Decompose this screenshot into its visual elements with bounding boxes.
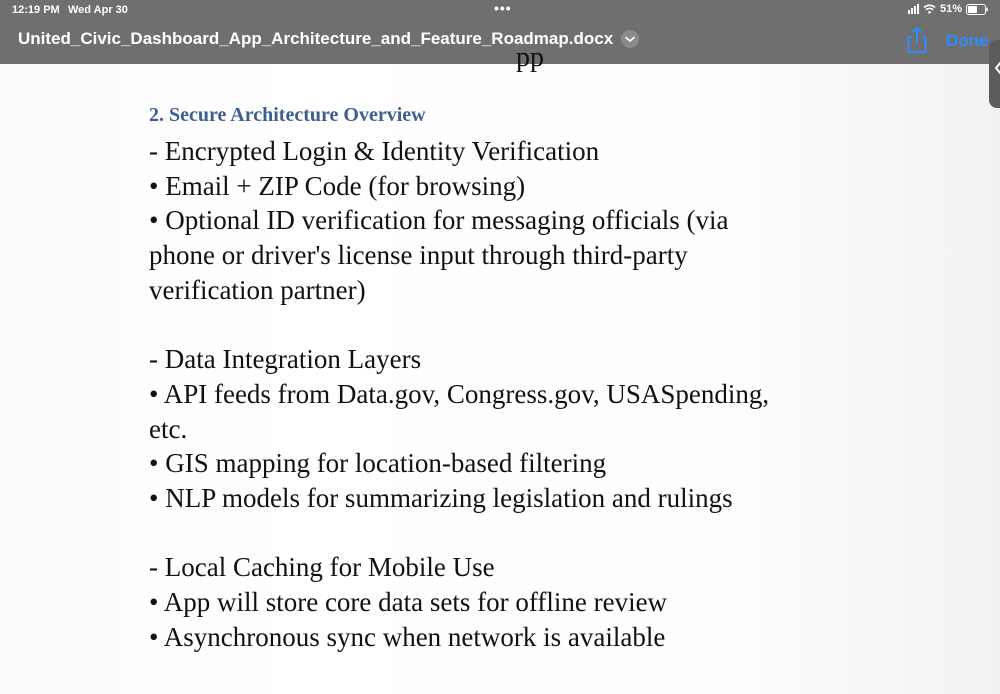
status-bar xyxy=(0,0,1000,20)
bullet-line: • NLP models for summarizing legislation and rulings xyxy=(149,483,733,514)
chevron-down-icon[interactable] xyxy=(621,30,639,48)
bullet-line: • Email + ZIP Code (for browsing) xyxy=(149,170,526,201)
share-icon[interactable] xyxy=(904,26,930,54)
bullet-line: • API feeds from Data.gov, Congress.gov, USASpending, xyxy=(149,378,770,409)
document-page[interactable] xyxy=(0,42,1000,694)
wifi-icon xyxy=(923,4,936,14)
section-heading: 2. Secure Architecture Overview xyxy=(149,104,426,126)
text-line: etc. xyxy=(149,413,188,444)
done-button[interactable]: Done xyxy=(946,31,989,50)
status-time: 12:19 PM xyxy=(12,4,60,16)
text-line: verification partner) xyxy=(149,274,366,305)
text-line: phone or driver's license input through third-party xyxy=(149,240,688,271)
section-body xyxy=(149,134,859,655)
battery-icon xyxy=(966,4,988,15)
paragraph-spacer xyxy=(149,308,859,343)
battery-percent: 51% xyxy=(939,3,962,15)
document-title: United_Civic_Dashboard_App_Architecture_and_Feature_Roadmap.docx xyxy=(18,29,614,48)
chevron-left-icon[interactable] xyxy=(993,60,1000,76)
multitask-dots-icon[interactable]: ••• xyxy=(494,0,512,16)
status-date: Wed Apr 30 xyxy=(68,4,128,16)
document-title-button[interactable] xyxy=(18,29,639,49)
status-indicators xyxy=(908,3,988,15)
text-line: - Encrypted Login & Identity Verification xyxy=(149,136,600,166)
text-line: - Local Caching for Mobile Use xyxy=(149,552,495,583)
bullet-line: • Optional ID verification for messaging officials (via xyxy=(149,205,729,236)
cut-off-text: pp xyxy=(516,42,544,73)
bullet-line: • GIS mapping for location-based filtering xyxy=(149,448,607,479)
cellular-signal-icon xyxy=(908,4,919,14)
top-toolbar xyxy=(0,0,1000,64)
bullet-line: • Asynchronous sync when network is available xyxy=(149,621,666,652)
bullet-line: • App will store core data sets for offline review xyxy=(149,587,668,618)
text-line: - Data Integration Layers xyxy=(149,344,422,375)
paragraph-spacer xyxy=(149,516,859,551)
